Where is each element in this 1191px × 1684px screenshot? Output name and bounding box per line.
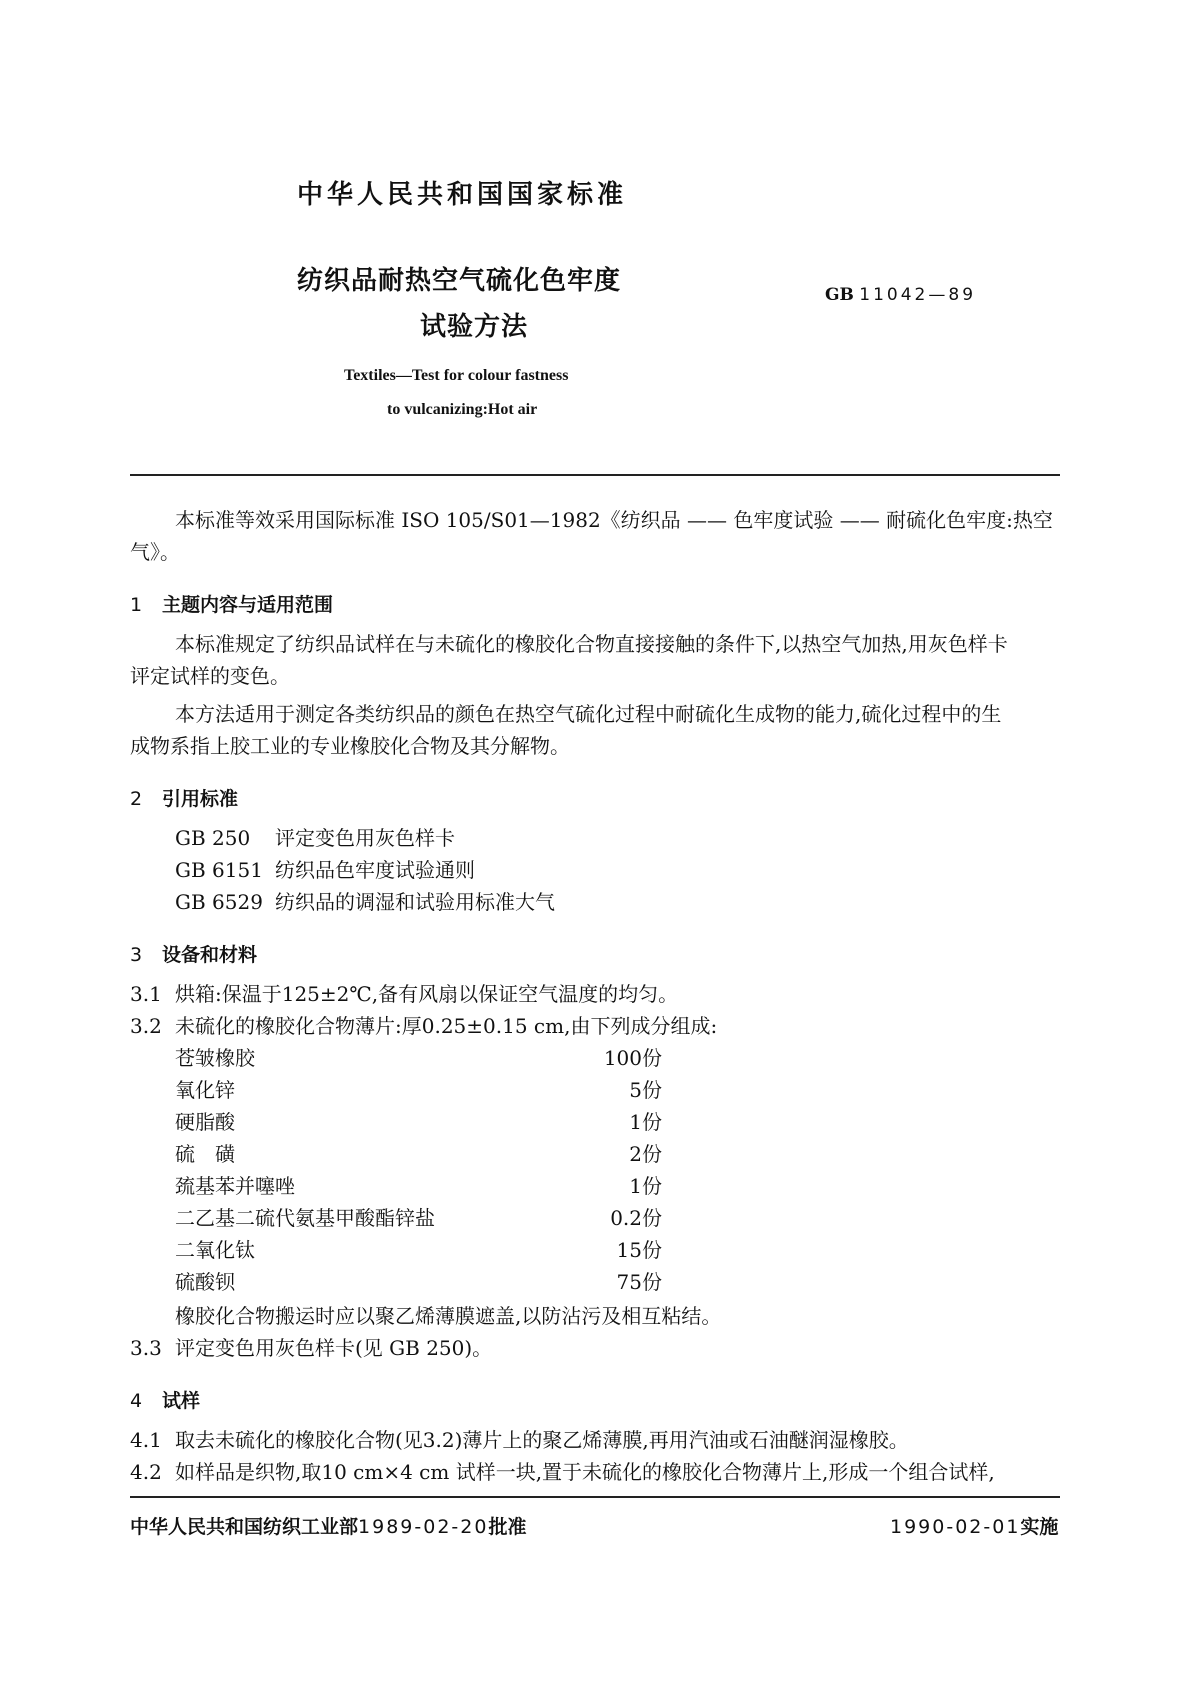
item-4-1-number: 4.1	[130, 1428, 162, 1452]
component-name: 硫酸钡	[175, 1270, 235, 1294]
intro-line2: 气》。	[130, 540, 180, 564]
section4-heading	[130, 1386, 200, 1413]
reference-code: GB 250	[175, 826, 251, 850]
footer-issuer: 中华人民共和国纺织工业部	[130, 1516, 359, 1538]
reference-title: 评定变色用灰色样卡	[275, 826, 455, 850]
component-amount: 1份	[629, 1174, 662, 1198]
section2-number: 2	[130, 788, 143, 810]
section1-para1-line1: 本标准规定了纺织品试样在与未硫化的橡胶化合物直接接触的条件下,以热空气加热,用灰色样卡	[175, 632, 1008, 656]
english-title-line1: Textiles—Test for colour fastness	[344, 367, 569, 384]
item-3-3-number: 3.3	[130, 1336, 162, 1360]
reference-code: GB 6529	[175, 890, 263, 914]
header-divider	[130, 474, 1060, 476]
item-3-2-text: 未硫化的橡胶化合物薄片:厚0.25±0.15 cm,由下列成分组成:	[175, 1014, 718, 1038]
section1-para1-line2: 评定试样的变色。	[130, 664, 290, 688]
item-3-3-text: 评定变色用灰色样卡(见 GB 250)。	[175, 1336, 493, 1360]
item-4-2-text: 如样品是织物,取10 cm×4 cm 试样一块,置于未硫化的橡胶化合物薄片上,形成一个组合试样,	[175, 1460, 995, 1484]
item-3-1	[130, 978, 678, 1010]
national-standard-heading: 中华人民共和国国家标准	[297, 180, 628, 210]
item-4-1-text: 取去未硫化的橡胶化合物(见3.2)薄片上的聚乙烯薄膜,再用汽油或石油醚润湿橡胶。	[175, 1428, 909, 1452]
section2-title: 引用标准	[162, 788, 239, 810]
reference-item	[175, 854, 475, 886]
component-amount: 0.2份	[610, 1206, 662, 1230]
component-name: 氧化锌	[175, 1078, 235, 1102]
reference-title: 纺织品色牢度试验通则	[275, 858, 475, 882]
section2-heading	[130, 784, 238, 811]
section1-title: 主题内容与适用范围	[162, 594, 334, 616]
item-3-2-number: 3.2	[130, 1014, 162, 1038]
document-title-line2: 试验方法	[420, 312, 529, 342]
component-amount: 5份	[629, 1078, 662, 1102]
footer-effective-date: 1990-02-01	[890, 1516, 1021, 1538]
component-amount: 2份	[629, 1142, 662, 1166]
section1-number: 1	[130, 594, 143, 616]
component-name: 苍皱橡胶	[175, 1046, 255, 1070]
item-4-2	[130, 1456, 995, 1488]
footer-effective-label: 实施	[1020, 1516, 1059, 1538]
component-name: 硬脂酸	[175, 1110, 235, 1134]
section4-title: 试样	[162, 1390, 201, 1412]
component-name: 巯基苯并噻唑	[175, 1174, 295, 1198]
section1-para2-line1: 本方法适用于测定各类纺织品的颜色在热空气硫化过程中耐硫化生成物的能力,硫化过程中的生	[175, 702, 1002, 726]
component-handling-note: 橡胶化合物搬运时应以聚乙烯薄膜遮盖,以防沾污及相互粘结。	[175, 1304, 722, 1328]
footer-approval	[130, 1512, 526, 1539]
reference-code: GB 6151	[175, 858, 263, 882]
item-3-2	[130, 1010, 717, 1042]
section1-heading	[130, 590, 333, 617]
footer-approve-label: 批准	[488, 1516, 527, 1538]
standard-code-prefix: GB	[825, 285, 854, 305]
document-title-line1: 纺织品耐热空气硫化色牢度	[297, 266, 622, 296]
component-amount: 75份	[616, 1270, 662, 1294]
component-amount: 1份	[629, 1110, 662, 1134]
footer-effective	[890, 1512, 1058, 1539]
section1-para2-line2: 成物系指上胶工业的专业橡胶化合物及其分解物。	[130, 734, 570, 758]
reference-item	[175, 822, 455, 854]
component-name: 二氧化钛	[175, 1238, 255, 1262]
reference-title: 纺织品的调湿和试验用标准大气	[275, 890, 555, 914]
section4-number: 4	[130, 1390, 143, 1412]
standard-code-number: 11042—89	[859, 285, 977, 305]
intro-line1: 本标准等效采用国际标准 ISO 105/S01—1982《纺织品 —— 色牢度试验 —— 耐硫化色牢度:热空	[175, 508, 1053, 532]
component-amount: 100份	[603, 1046, 662, 1070]
item-4-2-number: 4.2	[130, 1460, 162, 1484]
footer-approve-date: 1989-02-20	[358, 1516, 489, 1538]
english-title-line2: to vulcanizing:Hot air	[387, 401, 538, 418]
item-4-1	[130, 1424, 909, 1456]
reference-item	[175, 886, 555, 918]
item-3-3	[130, 1332, 492, 1364]
item-3-1-text: 烘箱:保温于125±2℃,备有风扇以保证空气温度的均匀。	[175, 982, 679, 1006]
footer-divider	[130, 1496, 1060, 1498]
section3-number: 3	[130, 944, 143, 966]
component-amount: 15份	[616, 1238, 662, 1262]
component-name: 二乙基二硫代氨基甲酸酯锌盐	[175, 1206, 435, 1230]
section3-heading	[130, 940, 257, 967]
item-3-1-number: 3.1	[130, 982, 162, 1006]
component-name: 硫 磺	[175, 1142, 235, 1166]
standard-code	[825, 285, 976, 305]
section3-title: 设备和材料	[162, 944, 258, 966]
